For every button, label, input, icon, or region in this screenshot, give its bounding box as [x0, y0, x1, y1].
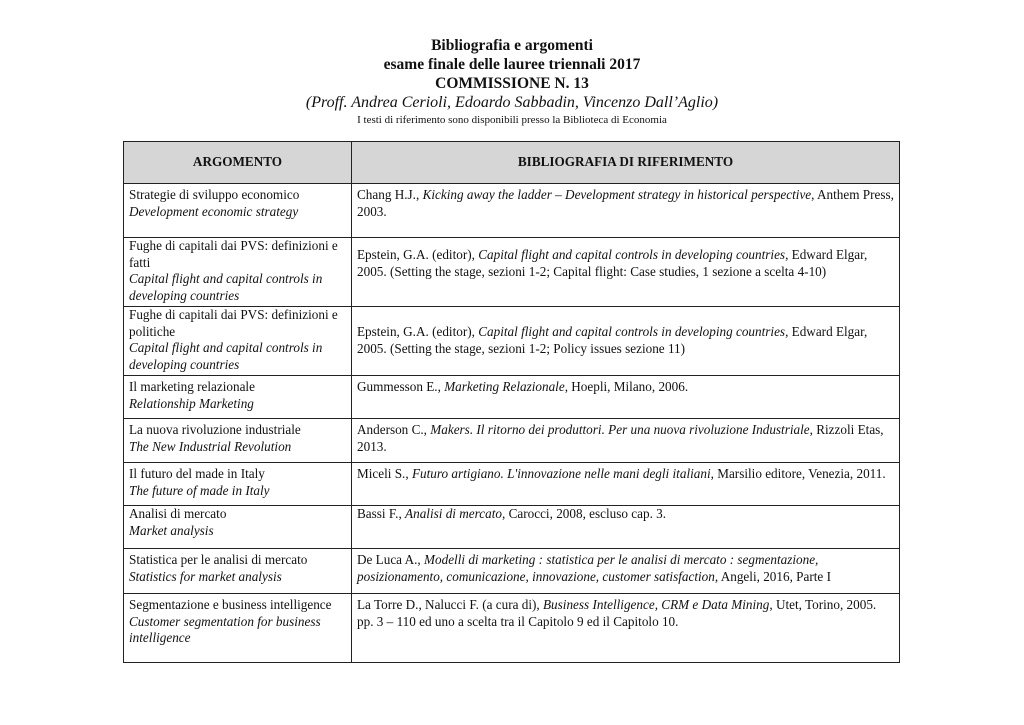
reference-title: Capital flight and capital controls in developing countries	[478, 324, 786, 339]
reference-details: , Utet, Torino, 2005. pp. 3 – 110 ed uno a scelta tra il Capitolo 9 ed il Capitolo 10.	[357, 597, 877, 629]
topic-english: Relationship Marketing	[129, 395, 254, 411]
topic-english: Capital flight and capital controls in developing countries	[129, 340, 323, 372]
topic-english: The New Industrial Revolution	[129, 438, 292, 454]
column-header-argomento: ARGOMENTO	[124, 142, 352, 184]
topic-english: Development economic strategy	[129, 203, 299, 219]
reference-title: Marketing Relazionale	[444, 379, 565, 394]
reference-details: , Marsilio editore, Venezia, 2011.	[710, 466, 886, 481]
document-header	[0, 36, 1024, 127]
table-row	[124, 419, 900, 463]
topic-cell	[124, 549, 352, 594]
reference-title: Capital flight and capital controls in developing countries	[478, 247, 786, 262]
reference-cell	[352, 238, 900, 307]
reference-details: , Rizzoli Etas, 2013.	[357, 422, 884, 454]
topic-italian: La nuova rivoluzione industriale	[129, 422, 301, 437]
reference-title: Modelli di marketing : statistica per le analisi di mercato : segmentazione, posizionamento, comunicazione, innovazione, customer satisfaction	[357, 552, 819, 584]
reference-cell	[352, 184, 900, 238]
topic-cell	[124, 238, 352, 307]
topic-cell	[124, 376, 352, 419]
reference-details: , Edward Elgar, 2005. (Setting the stage, sezioni 1-2; Capital flight: Case studies, 1 sezione a scelta 4-10)	[357, 247, 868, 279]
table-row	[124, 184, 900, 238]
reference-cell	[352, 376, 900, 419]
topic-english: Capital flight and capital controls in developing countries	[129, 271, 323, 303]
topic-italian: Il marketing relazionale	[129, 379, 255, 394]
commission-number: COMMISSIONE N. 13	[435, 75, 589, 92]
table-row	[124, 463, 900, 506]
topic-cell	[124, 184, 352, 238]
reference-title: Business Intelligence, CRM e Data Mining	[543, 597, 770, 612]
column-header-bibliografia: BIBLIOGRAFIA DI RIFERIMENTO	[352, 142, 900, 184]
reference-details: , Edward Elgar, 2005. (Setting the stage, sezioni 1-2; Policy issues sezione 11)	[357, 324, 868, 356]
reference-author: Miceli S.,	[357, 466, 412, 481]
topic-italian: Analisi di mercato	[129, 506, 227, 521]
reference-cell	[352, 463, 900, 506]
document-subtitle: esame finale delle lauree triennali 2017	[383, 56, 641, 73]
bibliography-table	[123, 141, 900, 663]
professors-names: Proff. Andrea Cerioli, Edoardo Sabbadin, Vincenzo Dall’Aglio)	[311, 94, 719, 111]
table-row	[124, 506, 900, 549]
table-row	[124, 376, 900, 419]
professors-line	[0, 93, 1024, 113]
topic-italian: Il futuro del made in Italy	[129, 466, 265, 481]
reference-author: Bassi F.,	[357, 506, 406, 521]
reference-author: Epstein, G.A. (editor),	[357, 324, 479, 339]
topic-italian: Fughe di capitali dai PVS: definizioni e fatti	[129, 238, 338, 270]
topic-italian: Strategie di sviluppo economico	[129, 187, 300, 202]
topic-cell	[124, 594, 352, 663]
topic-italian: Statistica per le analisi di mercato	[129, 552, 308, 567]
table-header-row	[124, 142, 900, 184]
reference-cell	[352, 594, 900, 663]
topic-english: Statistics for market analysis	[129, 568, 282, 584]
reference-cell	[352, 307, 900, 376]
topic-english: Customer segmentation for business intelligence	[129, 613, 321, 645]
topic-cell	[124, 307, 352, 376]
reference-title: Makers. Il ritorno dei produttori. Per una nuova rivoluzione Industriale	[430, 422, 810, 437]
topic-cell	[124, 506, 352, 549]
topic-cell	[124, 463, 352, 506]
reference-title: Futuro artigiano. L'innovazione nelle mani degli italiani	[411, 466, 711, 481]
reference-cell	[352, 549, 900, 594]
reference-author: Anderson C.,	[357, 422, 431, 437]
topic-italian: Fughe di capitali dai PVS: definizioni e politiche	[129, 307, 338, 339]
professors-paren: (	[305, 94, 312, 111]
reference-author: De Luca A.,	[357, 552, 425, 567]
reference-details: , Carocci, 2008, escluso cap. 3.	[502, 506, 667, 521]
reference-author: Epstein, G.A. (editor),	[357, 247, 479, 262]
table-row	[124, 594, 900, 663]
topic-english: The future of made in Italy	[129, 482, 270, 498]
reference-details: , Angeli, 2016, Parte I	[714, 568, 831, 584]
topic-italian: Segmentazione e business intelligence	[129, 597, 332, 612]
topic-cell	[124, 419, 352, 463]
topic-english: Market analysis	[129, 522, 214, 538]
reference-details: , Anthem Press, 2003.	[357, 187, 894, 219]
reference-author: La Torre D., Nalucci F. (a cura di),	[357, 597, 543, 612]
table-row	[124, 307, 900, 376]
table-row	[124, 238, 900, 307]
library-note: I testi di riferimento sono disponibili presso la Biblioteca di Economia	[357, 114, 667, 126]
reference-details: , Hoepli, Milano, 2006.	[564, 379, 689, 394]
table-row	[124, 549, 900, 594]
reference-author: Gummesson E.,	[357, 379, 445, 394]
reference-cell	[352, 419, 900, 463]
reference-title: Analisi di mercato	[405, 506, 502, 521]
reference-cell	[352, 506, 900, 549]
reference-title: Kicking away the ladder – Development strategy in historical perspective	[422, 187, 812, 202]
reference-author: Chang H.J.,	[357, 187, 423, 202]
document-title: Bibliografia e argomenti	[431, 37, 593, 54]
